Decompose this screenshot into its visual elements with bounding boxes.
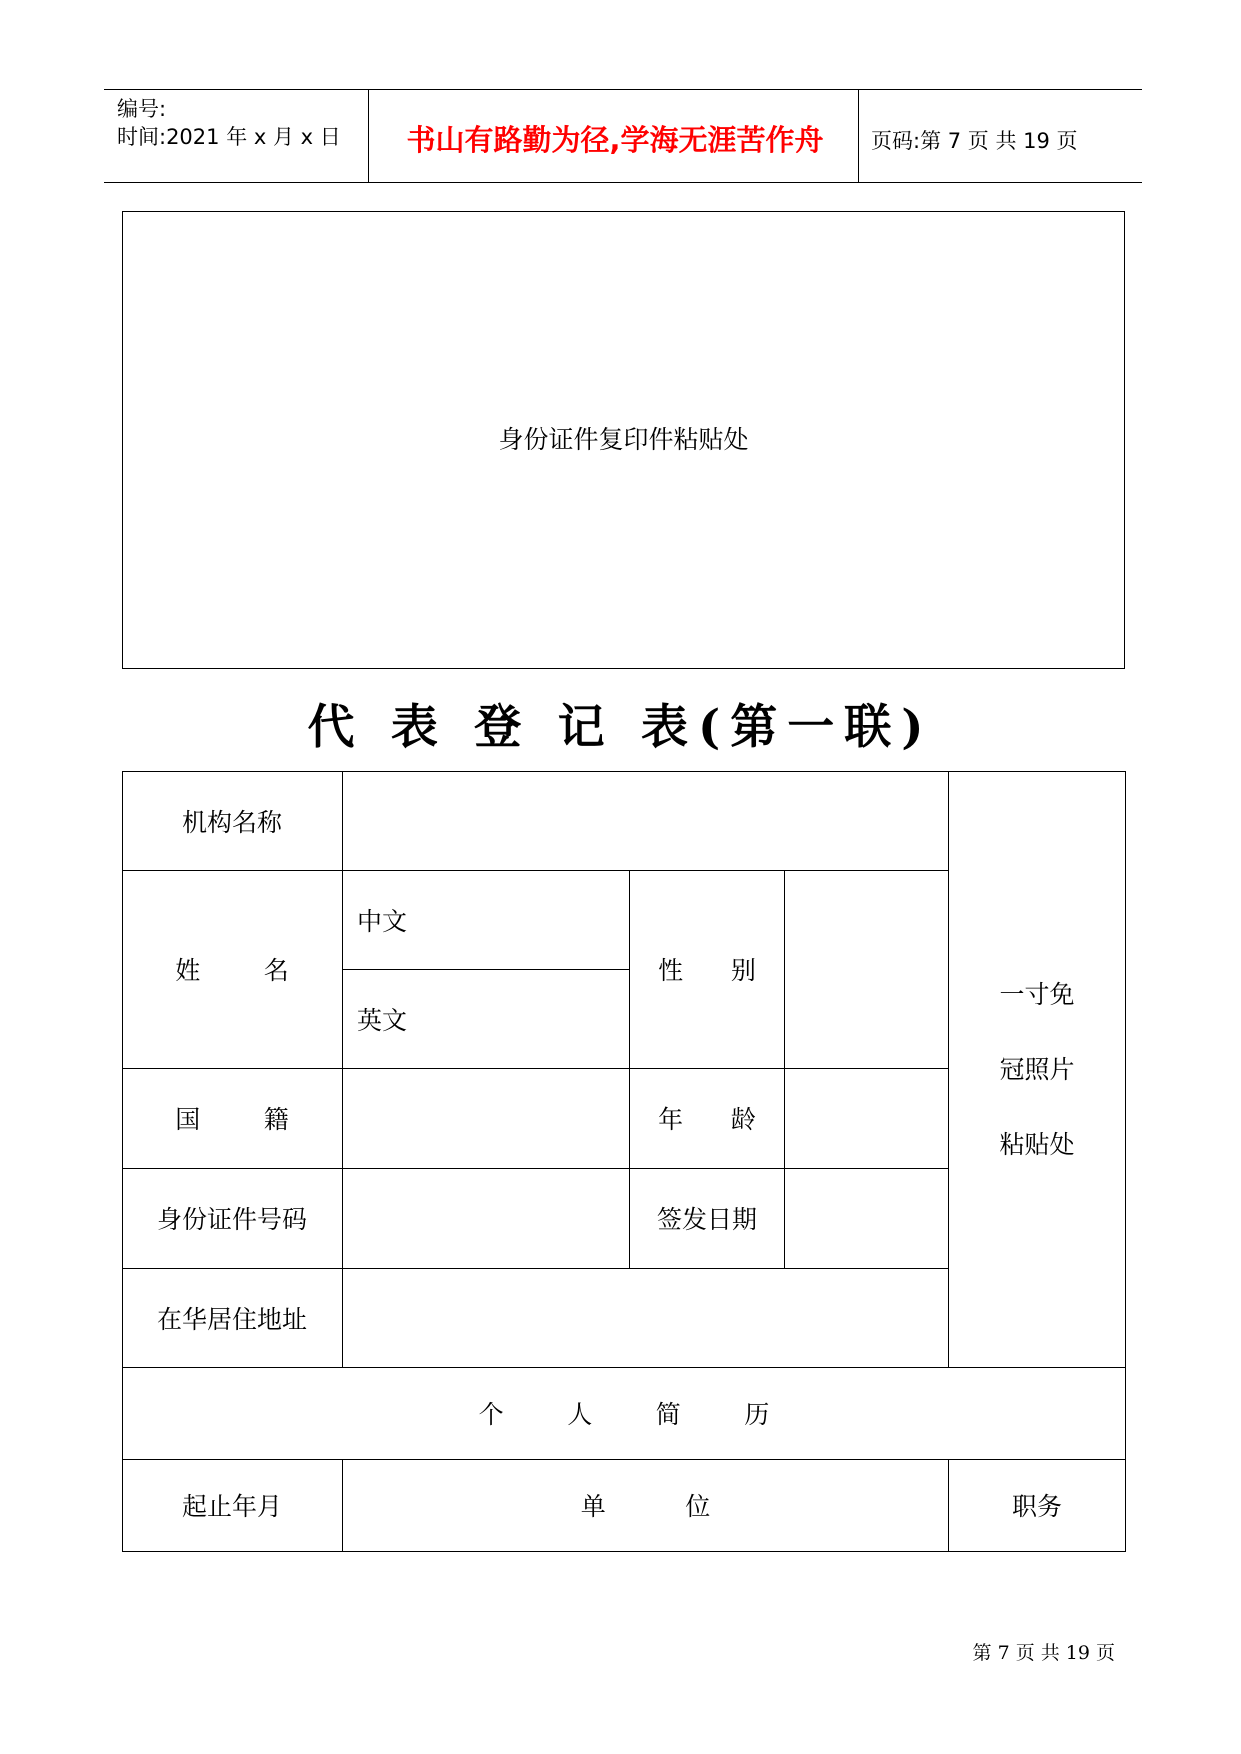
header-top-rule (104, 89, 1142, 90)
registration-form (122, 771, 1126, 1552)
org-name-label: 机构名称 (181, 807, 282, 837)
footer-page-label: 第 7 页 共 19 页 (972, 1642, 1115, 1664)
photo-line-1: 一寸免 (999, 979, 1075, 1009)
resume-header: 个 人 简 历 (478, 1400, 770, 1429)
issue-date-field[interactable] (785, 1168, 948, 1268)
header-divider-left (368, 90, 369, 183)
address-field[interactable] (343, 1268, 948, 1367)
gender-label: 性 别 (658, 956, 756, 985)
unit-label: 单 位 (580, 1492, 711, 1521)
position-label: 职务 (1011, 1492, 1062, 1521)
gender-field[interactable] (785, 870, 948, 1068)
nationality-field[interactable] (343, 1068, 629, 1168)
photo-paste-area (949, 771, 1125, 1367)
id-copy-paste-area (122, 211, 1125, 669)
age-field[interactable] (785, 1068, 948, 1168)
org-name-field[interactable] (343, 771, 948, 870)
id-number-field[interactable] (343, 1168, 629, 1268)
period-label: 起止年月 (181, 1492, 282, 1521)
serial-label: 编号: (117, 97, 167, 121)
form-title: 代 表 登 记 表(第一联) (307, 700, 934, 755)
header-page-label: 页码:第 7 页 共 19 页 (871, 129, 1078, 153)
name-label: 姓 名 (175, 956, 289, 985)
photo-line-2: 冠照片 (999, 1054, 1075, 1084)
nationality-label: 国 籍 (175, 1105, 289, 1134)
address-label: 在华居住地址 (156, 1304, 307, 1334)
name-en-label[interactable]: 英文 (357, 1005, 408, 1035)
time-label: 时间:2021 年 x 月 x 日 (117, 125, 341, 149)
motto: 书山有路勤为径,学海无涯苦作舟 (406, 122, 824, 157)
id-copy-label: 身份证件复印件粘贴处 (498, 425, 749, 454)
table-border-bottom (122, 1551, 1126, 1552)
photo-line-3: 粘贴处 (999, 1129, 1075, 1159)
header-bottom-rule (104, 182, 1142, 183)
age-label: 年 龄 (658, 1105, 756, 1134)
id-number-label: 身份证件号码 (156, 1205, 307, 1234)
name-cn-label[interactable]: 中文 (357, 906, 408, 936)
issue-date-label: 签发日期 (656, 1205, 757, 1234)
